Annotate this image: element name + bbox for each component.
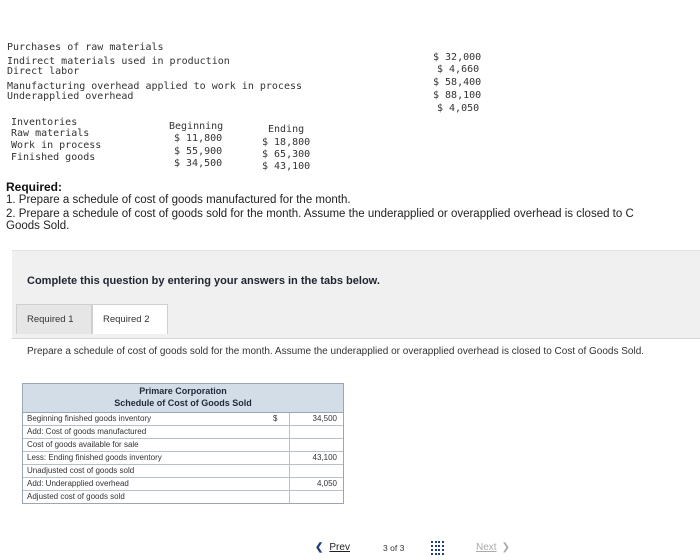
cogs-amount-input[interactable] bbox=[289, 439, 341, 451]
given-row-overhead-applied: Manufacturing overhead applied to work in process bbox=[7, 81, 303, 92]
cogs-amount-input[interactable] bbox=[289, 491, 341, 503]
given-row-underapplied: Underapplied overhead bbox=[7, 91, 134, 102]
given-row-direct-labor: Direct labor bbox=[7, 66, 80, 77]
chevron-left-icon: ❮ bbox=[315, 542, 324, 553]
cogs-row-label[interactable]: Less: Ending finished goods inventory bbox=[27, 453, 162, 462]
cogs-row-label[interactable]: Add: Underapplied overhead bbox=[27, 479, 129, 488]
dollar-sign: $ bbox=[273, 414, 278, 423]
cogs-row-adjusted-cogs bbox=[23, 491, 343, 503]
inventory-label-work-in-process: Work in process bbox=[11, 140, 102, 151]
cogs-amount-input[interactable] bbox=[289, 426, 341, 438]
inventories-ending-header: Ending bbox=[268, 124, 305, 135]
cogs-row-label[interactable]: Cost of goods available for sale bbox=[27, 440, 139, 449]
required-item-2-continued: Goods Sold. bbox=[6, 220, 70, 232]
company-name: Primare Corporation bbox=[139, 386, 227, 396]
dollar-sign bbox=[273, 491, 289, 503]
inventory-label-finished-goods: Finished goods bbox=[11, 152, 96, 163]
schedule-title: Schedule of Cost of Goods Sold bbox=[114, 398, 252, 408]
cogs-row-label[interactable]: Adjusted cost of goods sold bbox=[27, 492, 125, 501]
dollar-sign bbox=[273, 478, 289, 490]
cogs-schedule-header bbox=[23, 384, 343, 413]
cogs-amount-input[interactable] bbox=[289, 465, 341, 477]
cogs-amount-input[interactable]: 34,500 bbox=[289, 413, 341, 425]
tab-required-1[interactable]: Required 1 bbox=[16, 304, 92, 334]
dollar-sign bbox=[273, 439, 289, 451]
inventory-beginning-work-in-process: $ 55,900 bbox=[174, 146, 223, 157]
prev-label: Prev bbox=[329, 542, 350, 553]
tab-description: Prepare a schedule of cost of goods sold for the month. Assume the underapplied or overapplied overhead is closed to Cost of Goods Sold. bbox=[27, 346, 645, 357]
given-value-direct-labor: $ 58,400 bbox=[433, 77, 482, 88]
inventories-title: Inventories bbox=[11, 117, 78, 128]
given-row-indirect-materials: Indirect materials used in production bbox=[7, 56, 230, 67]
pagination-nav bbox=[0, 540, 700, 559]
cogs-row-label[interactable]: Add: Cost of goods manufactured bbox=[27, 427, 147, 436]
next-label: Next bbox=[476, 542, 497, 553]
cogs-row-unadjusted-cogs bbox=[23, 465, 343, 478]
cogs-row-cost-of-goods-manufactured bbox=[23, 426, 343, 439]
inventory-label-raw-materials: Raw materials bbox=[11, 128, 90, 139]
next-button[interactable] bbox=[476, 542, 510, 553]
inventory-ending-work-in-process: $ 65,300 bbox=[262, 149, 311, 160]
inventories-beginning-header: Beginning bbox=[169, 121, 224, 132]
required-item-1: 1. Prepare a schedule of cost of goods manufactured for the month. bbox=[6, 194, 351, 206]
given-value-indirect-materials: $ 4,660 bbox=[437, 64, 480, 75]
inventory-ending-finished-goods: $ 43,100 bbox=[262, 161, 311, 172]
instruction-text: Complete this question by entering your answers in the tabs below. bbox=[27, 275, 380, 287]
cogs-row-goods-available-for-sale bbox=[23, 439, 343, 452]
cogs-row-underapplied-overhead bbox=[23, 478, 343, 491]
cogs-amount-input[interactable]: 4,050 bbox=[289, 478, 341, 490]
dollar-sign bbox=[273, 426, 289, 438]
inventory-ending-raw-materials: $ 18,800 bbox=[262, 137, 311, 148]
cogs-schedule-table bbox=[22, 383, 344, 504]
inventory-beginning-raw-materials: $ 11,800 bbox=[174, 133, 223, 144]
required-item-2: 2. Prepare a schedule of cost of goods sold for the month. Assume the underapplied or overapplied overhead is closed to C bbox=[6, 208, 634, 220]
dollar-sign bbox=[273, 452, 289, 464]
cogs-row-beginning-finished-goods bbox=[23, 413, 343, 426]
page-of: of bbox=[390, 543, 398, 553]
given-value-purchases: $ 32,000 bbox=[433, 52, 482, 63]
inventory-beginning-finished-goods: $ 34,500 bbox=[174, 158, 223, 169]
cogs-row-label[interactable]: Unadjusted cost of goods sold bbox=[27, 466, 135, 475]
page-total: 3 bbox=[399, 543, 405, 553]
cogs-row-ending-finished-goods bbox=[23, 452, 343, 465]
tab-required-2[interactable]: Required 2 bbox=[92, 304, 168, 334]
cogs-amount-input[interactable]: 43,100 bbox=[289, 452, 341, 464]
given-value-underapplied: $ 4,050 bbox=[437, 103, 480, 114]
page-indicator bbox=[383, 543, 404, 553]
dollar-sign bbox=[273, 465, 289, 477]
required-heading: Required: bbox=[6, 180, 63, 194]
page-current: 3 bbox=[383, 543, 388, 553]
tab-bar bbox=[12, 300, 700, 338]
prev-button[interactable] bbox=[315, 542, 350, 553]
given-row-purchases: Purchases of raw materials bbox=[7, 42, 164, 53]
grid-icon[interactable] bbox=[431, 541, 445, 555]
given-value-overhead-applied: $ 88,100 bbox=[433, 90, 482, 101]
cogs-row-label[interactable]: Beginning finished goods inventory bbox=[27, 414, 152, 423]
chevron-right-icon: ❯ bbox=[501, 542, 510, 553]
